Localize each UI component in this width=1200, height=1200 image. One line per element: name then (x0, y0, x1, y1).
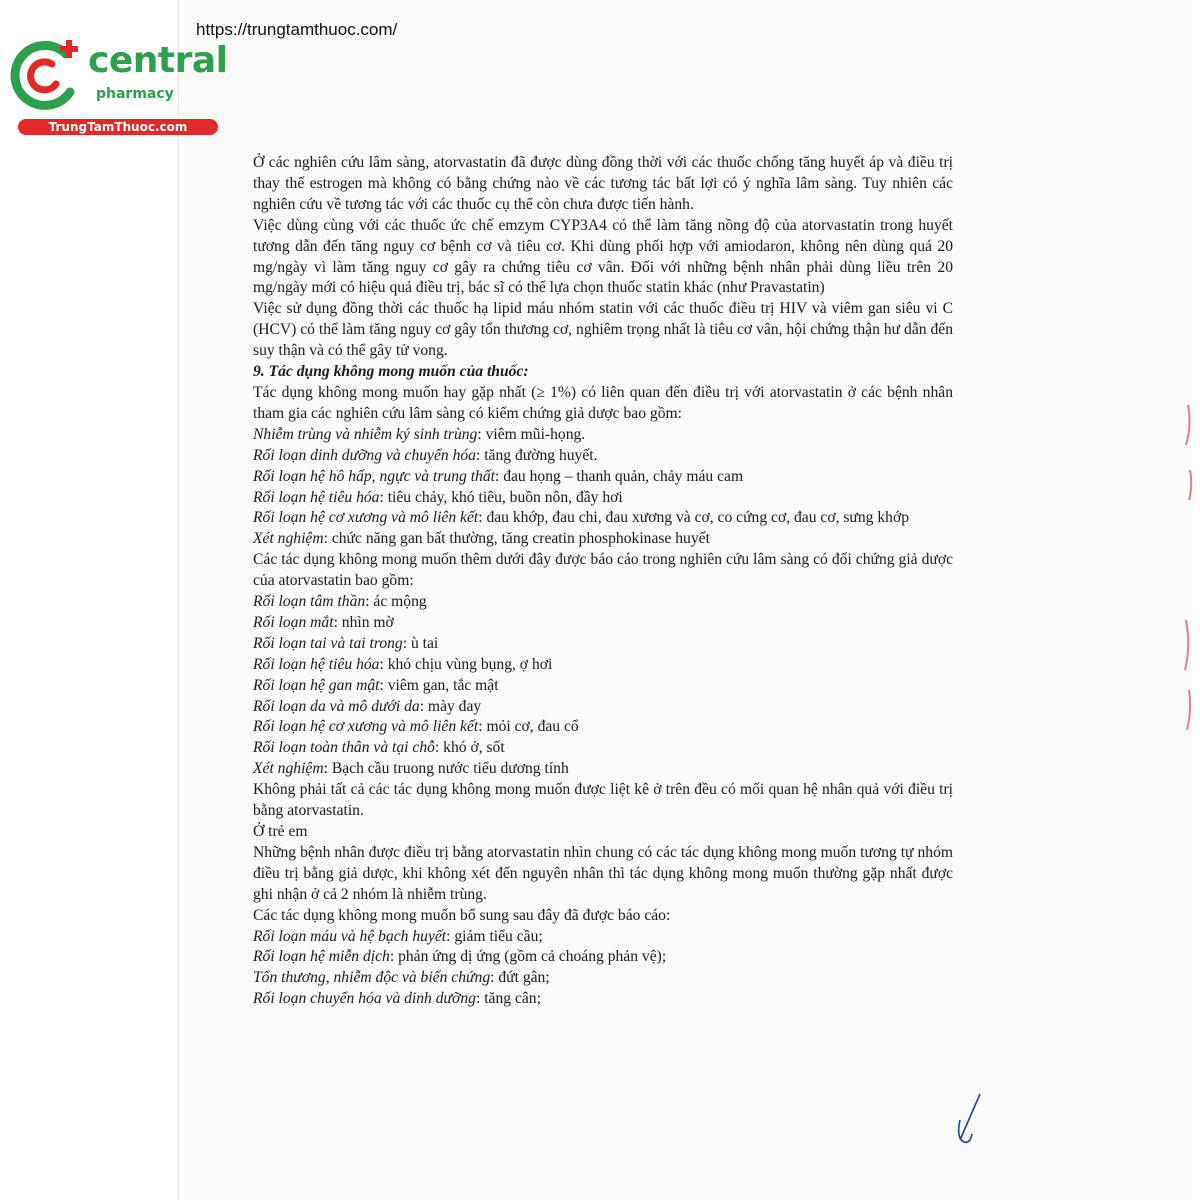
effect-description: : mỏi cơ, đau cổ (478, 718, 579, 736)
effect-item (253, 927, 953, 948)
children-paragraph-2: Các tác dụng không mong muốn bổ sung sau đây đã được báo cáo: (253, 906, 671, 924)
effect-description: : chức năng gan bất thường, tăng creatin phosphokinase huyết (323, 530, 710, 548)
common-effects-list (253, 425, 953, 550)
effect-item (253, 697, 953, 718)
effect-item (253, 759, 953, 780)
effect-description: : đau khớp, đau chi, đau xương và cơ, co cứng cơ, đau cơ, sưng khớp (478, 509, 910, 527)
effect-category: Rối loạn da và mô dưới da (253, 697, 420, 715)
signature-mark (950, 1090, 986, 1150)
central-pharmacy-logo (8, 36, 228, 136)
effect-description: : giảm tiểu cầu; (446, 927, 543, 945)
effect-item (253, 592, 953, 613)
effect-category: Rối loạn hệ tiêu hóa (253, 488, 380, 506)
red-stamp-edge-marks (1160, 0, 1200, 1200)
effect-category: Rối loạn dinh dưỡng và chuyển hóa (253, 446, 476, 464)
effect-category: Rối loạn máu và hệ bạch huyết (253, 927, 447, 945)
section-9-heading: 9. Tác dụng không mong muốn của thuốc: (253, 363, 529, 381)
effect-item (253, 655, 953, 676)
effect-item (253, 467, 953, 488)
effect-category: Tổn thương, nhiễm độc và biến chứng (253, 969, 491, 987)
effect-category: Rối loạn hệ miễn dịch (253, 948, 390, 966)
effect-description: : Bạch cầu truong nước tiểu dương tính (323, 760, 569, 778)
effect-category: Rối loạn hệ cơ xương và mô liên kết (253, 718, 479, 736)
effect-description: : khó chịu vùng bụng, ợ hơi (379, 655, 553, 673)
effect-description: : viêm mũi-họng. (477, 425, 586, 443)
interaction-paragraph-3: Việc sử dụng đồng thời các thuốc hạ lipid máu nhóm statin với các thuốc điều trị HIV và viêm gan siêu vi C (HCV) có thể làm tăng nguy cơ gây tổn thương cơ, nghiêm trọng nhất là tiêu cơ vân, hội chứng thận hư dẫn đến suy thận và có thể gây tử vong. (253, 300, 953, 360)
effect-category: Rối loạn chuyển hóa và dinh dưỡng (253, 990, 476, 1008)
effect-description: : nhìn mờ (333, 613, 394, 631)
additional-effects-list (253, 592, 953, 780)
effect-description: : đứt gân; (490, 969, 550, 987)
effect-category: Rối loạn hệ cơ xương và mô liên kết (253, 509, 479, 527)
children-heading: Ở trẻ em (253, 823, 308, 840)
children-effects-list (253, 927, 953, 1011)
effect-item (253, 446, 953, 467)
children-paragraph-1: Những bệnh nhân được điều trị bằng atorvastatin nhìn chung có các tác dụng không mong muốn tương tự nhóm điều trị bằng giả dược, khi không xét đến nguyên nhân thì tác dụng không mong muốn thường gặp nhất được ghi nhận ở cả 2 nhóm là nhiễm trùng. (253, 843, 953, 903)
effect-category: Rối loạn mắt (253, 613, 334, 631)
effect-category: Rối loạn hệ hô hấp, ngực và trung thất (253, 467, 495, 485)
source-url: https://trungtamthuoc.com/ (196, 20, 398, 39)
site-badge: TrungTamThuoc.com (18, 119, 218, 135)
interaction-paragraph-2: Việc dùng cùng với các thuốc ức chế emzym CYP3A4 có thể làm tăng nồng độ của atorvastatin trong huyết tương dẫn đến tăng nguy cơ bệnh cơ và tiêu cơ. Khi dùng phối hợp với amiodaron, không nên dùng quá 20 mg/ngày vì làm tăng nguy cơ gây ra chứng tiêu cơ vân. Đối với những bệnh nhân phải dùng liều trên 20 mg/ngày mới có hiệu quả điều trị, bác sĩ có thể lựa chọn thuốc statin khác (như Pravastatin) (253, 216, 953, 297)
effect-category: Rối loạn hệ gan mật (253, 676, 380, 694)
effect-item (253, 968, 953, 989)
effect-description: : viêm gan, tắc mật (379, 676, 499, 694)
effect-item (253, 425, 953, 446)
effect-category: Xét nghiệm (253, 760, 324, 778)
effect-description: : ù tai (402, 634, 439, 652)
effect-description: : khó ở, sốt (434, 739, 505, 757)
effect-item (253, 508, 953, 529)
effect-category: Xét nghiệm (253, 530, 324, 548)
effect-item (253, 738, 953, 759)
effect-category: Rối loạn toàn thân và tại chỗ (253, 739, 435, 757)
effect-description: : tăng đường huyết. (475, 446, 598, 464)
effect-description: : đau họng – thanh quản, chảy máu cam (494, 467, 744, 485)
effect-item (253, 529, 953, 550)
effect-item (253, 488, 953, 509)
effect-category: Nhiễm trùng và nhiễm ký sinh trùng (253, 425, 478, 443)
document-body (253, 153, 953, 1010)
effect-item (253, 634, 953, 655)
section-9-intro: Tác dụng không mong muốn hay gặp nhất (≥ 1%) có liên quan đến điều trị với atorvastatin ở các bệnh nhân tham gia các nghiên cứu lâm sàng có kiểm chứng giả dược bao gồm: (253, 383, 953, 422)
effect-description: : mày đay (419, 697, 482, 715)
effect-description: : tăng cân; (475, 990, 541, 1008)
effect-description: : tiêu chảy, khó tiêu, buồn nôn, đầy hơi (379, 488, 623, 506)
effect-item (253, 989, 953, 1010)
effect-item (253, 613, 953, 634)
brand-name: central (88, 40, 228, 81)
effect-category: Rối loạn tai và tai trong (253, 634, 403, 652)
effect-item (253, 676, 953, 697)
effect-item (253, 717, 953, 738)
additional-effects-intro: Các tác dụng không mong muốn thêm dưới đây được báo cáo trong nghiên cứu lâm sàng có đối chứng giả dược của atorvastatin bao gồm: (253, 551, 953, 590)
interaction-paragraph-1: Ở các nghiên cứu lâm sàng, atorvastatin đã được dùng đồng thời với các thuốc chống tăng huyết áp và điều trị thay thế estrogen mà không có bằng chứng nào về các tương tác bất lợi có ý nghĩa lâm sàng. Tuy nhiên các nghiên cứu về tương tác với các thuốc cụ thể còn chưa được tiến hành. (253, 154, 953, 213)
effect-item (253, 947, 953, 968)
effect-description: : phản ứng dị ứng (gồm cả choáng phản vệ); (389, 948, 667, 966)
effect-category: Rối loạn tâm thần (253, 593, 366, 611)
causality-note: Không phải tất cả các tác dụng không mong muốn được liệt kê ở trên đều có mối quan hệ nhân quả với điều trị bằng atorvastatin. (253, 781, 953, 820)
brand-subtitle: pharmacy (96, 86, 174, 102)
pharmacy-logo-icon (8, 36, 86, 114)
effect-description: : ác mộng (365, 593, 427, 611)
effect-category: Rối loạn hệ tiêu hóa (253, 655, 380, 673)
